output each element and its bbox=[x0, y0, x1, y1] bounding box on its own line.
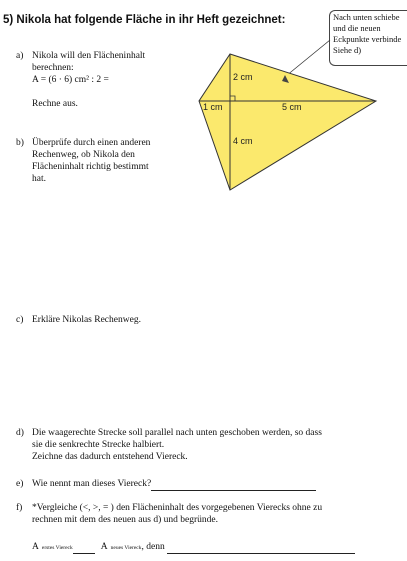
area-first-sub: erstes Viereck bbox=[41, 545, 73, 551]
task-c-text: Erkläre Nikolas Rechenweg. bbox=[32, 315, 141, 325]
task-b-line-3: Flächeninhalt richtig bestimmt bbox=[32, 162, 149, 172]
task-a-line-2: berechnen: bbox=[32, 63, 74, 73]
task-b-line-4: hat. bbox=[32, 174, 46, 184]
comparison-row bbox=[32, 541, 402, 554]
area-first: A bbox=[32, 542, 39, 552]
reason-answer-line[interactable] bbox=[167, 541, 355, 554]
kite-shape bbox=[199, 54, 376, 190]
task-a-line-1: Nikola will den Flächeninhalt bbox=[32, 51, 146, 61]
note-pointer-line bbox=[286, 40, 330, 76]
task-e-answer-line[interactable] bbox=[151, 478, 316, 491]
task-d-line-2: sie die senkrechte Strecke halbiert. bbox=[32, 440, 165, 450]
label-right: 5 cm bbox=[282, 102, 302, 112]
task-a-formula: A = (6 · 6) cm² : 2 = bbox=[32, 75, 109, 85]
area-new: A bbox=[100, 542, 108, 552]
task-a-instruction: Rechne aus. bbox=[32, 99, 78, 109]
note-line-4: Siehe d) bbox=[333, 45, 362, 55]
task-f-label: f) bbox=[16, 503, 23, 513]
task-d-line-1: Die waagerechte Strecke soll parallel nach unten geschoben werden, so dass bbox=[32, 428, 322, 438]
task-d-line-3: Zeichne das dadurch entstehend Viereck. bbox=[32, 452, 188, 462]
task-e-label: e) bbox=[16, 479, 24, 489]
task-title: 5) Nikola hat folgende Fläche in ihr Heft gezeichnet: bbox=[3, 14, 286, 26]
task-e-text: Wie nennt man dieses Viereck? bbox=[32, 479, 152, 489]
task-a-label: a) bbox=[16, 51, 24, 61]
note-line-1: Nach unten schiebe bbox=[333, 12, 400, 22]
task-b-line-1: Überprüfe durch einen anderen bbox=[32, 138, 151, 148]
comparison-sign-blank[interactable] bbox=[73, 541, 95, 554]
task-d-label: d) bbox=[16, 428, 24, 438]
task-f-line-2: rechnen mit dem des neuen aus d) und begründe. bbox=[32, 515, 218, 525]
note-line-2: und die neuen bbox=[333, 23, 381, 33]
label-left: 1 cm bbox=[203, 102, 223, 112]
task-c-label: c) bbox=[16, 315, 24, 325]
task-b-line-2: Rechenweg, ob Nikola den bbox=[32, 150, 135, 160]
reason-lead: , denn bbox=[141, 542, 165, 552]
note-line-3: Eckpunkte verbinde bbox=[333, 34, 402, 44]
task-f-line-1: *Vergleiche (<, >, = ) den Flächeninhalt des vorgegebenen Vierecks ohne zu bbox=[32, 503, 323, 513]
label-top: 2 cm bbox=[233, 72, 253, 82]
task-b-label: b) bbox=[16, 138, 24, 148]
label-bottom: 4 cm bbox=[233, 136, 253, 146]
area-new-sub: neues Viereck bbox=[110, 545, 142, 551]
